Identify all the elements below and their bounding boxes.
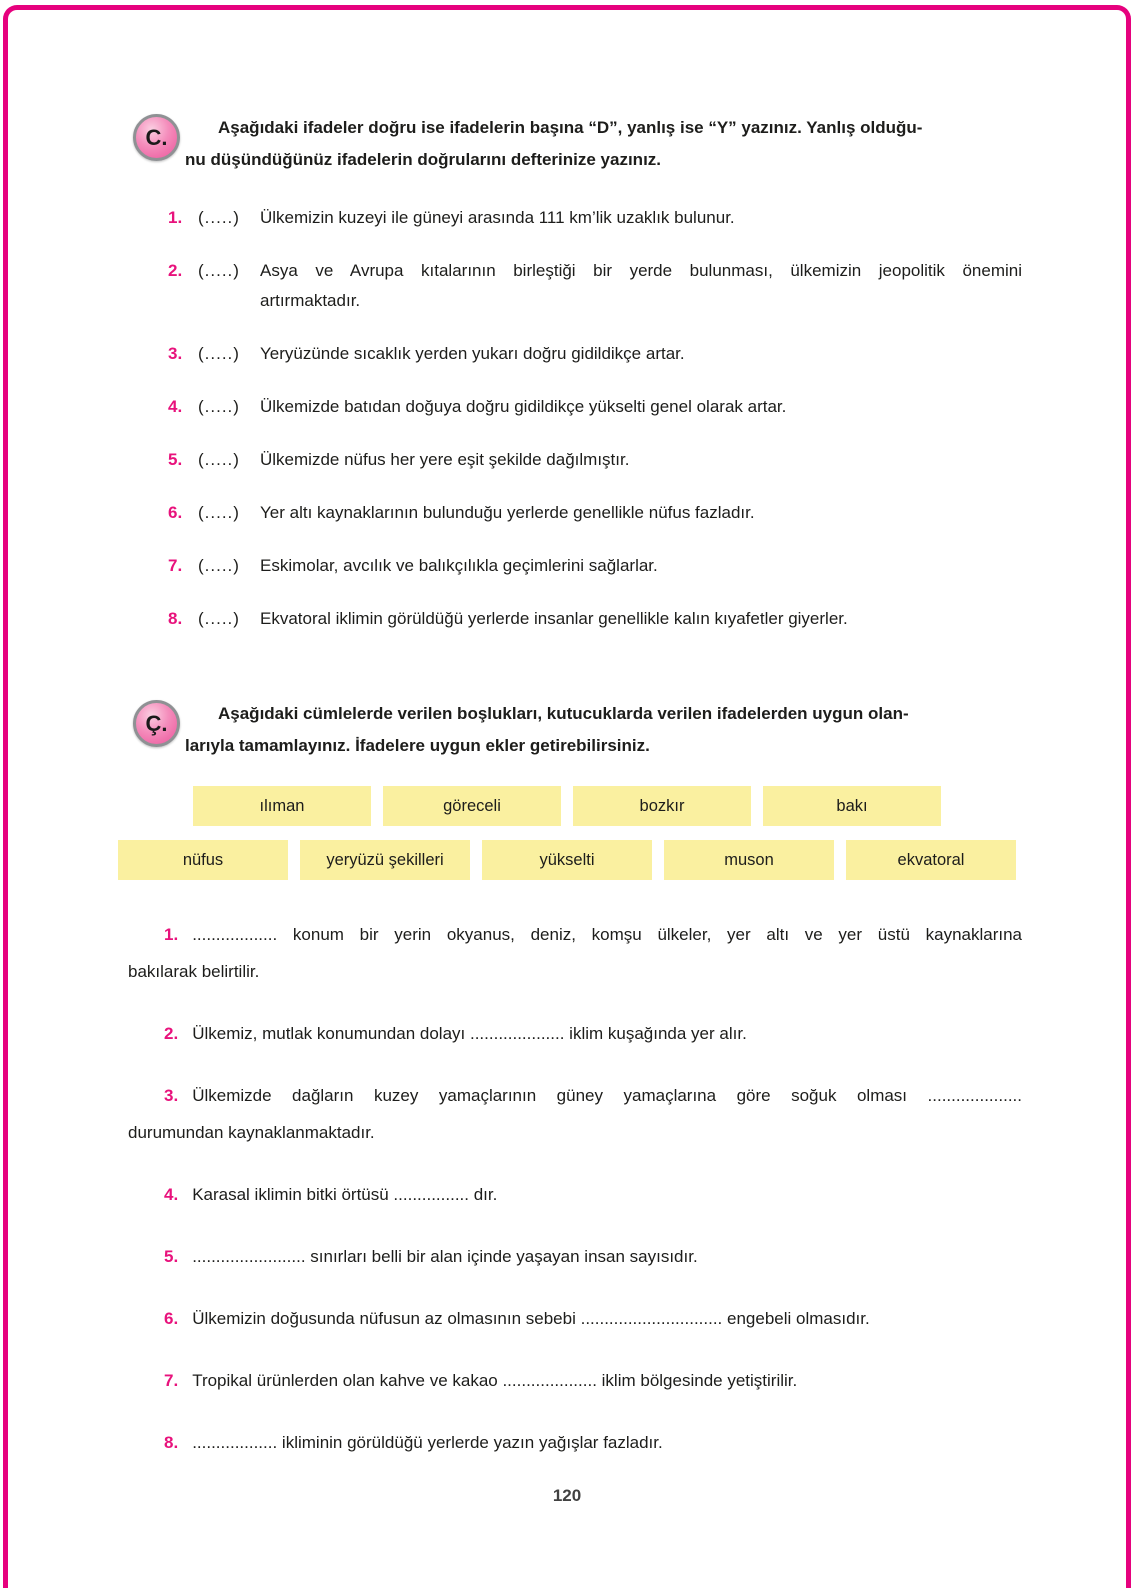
answer-blank: (.....) xyxy=(198,397,240,416)
item-text: ........................ sınırları belli bir alan içinde yaşayan insan sayısıdır. xyxy=(192,1247,698,1266)
item-text: Ülkemiz, mutlak konumundan dolayı .................... iklim kuşağında yer alır. xyxy=(192,1024,747,1043)
instruction-line: larıyla tamamlayınız. İfadelere uygun ekler getirebilirsiniz. xyxy=(185,736,650,755)
item-number: 7. xyxy=(168,556,183,575)
section-cc-instruction xyxy=(185,698,1022,762)
fill-item-8 xyxy=(128,1424,1022,1461)
answer-blank: (.....) xyxy=(198,344,240,363)
item-number: 8. xyxy=(164,1433,179,1452)
item-number: 3. xyxy=(168,344,183,363)
item-text: .................. konum bir yerin okyanus, deniz, komşu ülkeler, yer altı ve yer üstü kaynaklarına xyxy=(192,925,1022,944)
item-text: Tropikal ürünlerden olan kahve ve kakao .................... iklim bölgesinde yetiştirilir. xyxy=(192,1371,798,1390)
tf-item-7 xyxy=(168,551,1022,581)
item-text: Ülkemizin kuzeyi ile güneyi arasında 111 km’lik uzaklık bulunur. xyxy=(260,208,735,227)
tf-item-6 xyxy=(168,498,1022,528)
item-number: 1. xyxy=(168,208,183,227)
item-text: Ülkemizde dağların kuzey yamaçlarının güney yamaçlarına göre soğuk olması .................... xyxy=(192,1086,1022,1105)
tf-item-4 xyxy=(168,392,1022,422)
item-number: 3. xyxy=(164,1086,179,1105)
item-number: 4. xyxy=(164,1185,179,1204)
instruction-line: nu düşündüğünüz ifadelerin doğrularını defterinize yazınız. xyxy=(185,150,662,169)
tf-item-3 xyxy=(168,339,1022,369)
item-number: 1. xyxy=(164,925,179,944)
instruction-line: Aşağıdaki ifadeler doğru ise ifadelerin başına “D”, yanlış ise “Y” yazınız. Yanlış olduğu- xyxy=(218,118,923,137)
word-box-bozkir: bozkır xyxy=(573,786,751,826)
word-box-yukselti: yükselti xyxy=(482,840,652,880)
fill-item-5 xyxy=(128,1238,1022,1275)
answer-blank: (.....) xyxy=(198,261,240,280)
tf-item-2 xyxy=(168,256,1022,316)
item-text: Ülkemizde batıdan doğuya doğru gidildikçe yükselti genel olarak artar. xyxy=(260,397,787,416)
section-c-badge: C. xyxy=(133,114,180,161)
word-bank-row-2 xyxy=(0,840,1134,880)
item-number: 5. xyxy=(168,450,183,469)
item-text: bakılarak belirtilir. xyxy=(128,962,260,981)
item-number: 5. xyxy=(164,1247,179,1266)
fill-item-7 xyxy=(128,1362,1022,1399)
fill-item-6 xyxy=(128,1300,1022,1337)
instruction-line: Aşağıdaki cümlelerde verilen boşlukları, kutucuklarda verilen ifadelerden uygun olan- xyxy=(218,704,909,723)
answer-blank: (.....) xyxy=(198,208,240,227)
word-box-muson: muson xyxy=(664,840,834,880)
item-text: Ülkemizin doğusunda nüfusun az olmasının sebebi .............................. engebeli olmasıdır. xyxy=(192,1309,870,1328)
section-c-instruction xyxy=(185,112,1022,176)
item-text: durumundan kaynaklanmaktadır. xyxy=(128,1123,375,1142)
fill-item-1 xyxy=(128,916,1022,990)
answer-blank: (.....) xyxy=(198,450,240,469)
section-cc-header xyxy=(133,698,1022,762)
answer-blank: (.....) xyxy=(198,609,240,628)
section-cc-badge: Ç. xyxy=(133,700,180,747)
answer-blank: (.....) xyxy=(198,556,240,575)
item-number: 7. xyxy=(164,1371,179,1390)
word-box-nufus: nüfus xyxy=(118,840,288,880)
true-false-list xyxy=(168,203,1022,634)
page-number: 120 xyxy=(552,1486,582,1505)
fill-item-3 xyxy=(128,1077,1022,1151)
word-box-yeryuzu-sekilleri: yeryüzü şekilleri xyxy=(300,840,470,880)
item-text: Yer altı kaynaklarının bulunduğu yerlerde genellikle nüfus fazladır. xyxy=(260,503,755,522)
answer-blank: (.....) xyxy=(198,503,240,522)
item-text: Eskimolar, avcılık ve balıkçılıkla geçimlerini sağlarlar. xyxy=(260,556,658,575)
tf-item-1 xyxy=(168,203,1022,233)
fill-in-blank-list xyxy=(128,916,1022,1461)
word-box-ekvatoral: ekvatoral xyxy=(846,840,1016,880)
item-number: 4. xyxy=(168,397,183,416)
section-c-header xyxy=(133,112,1022,176)
tf-item-5 xyxy=(168,445,1022,475)
item-number: 2. xyxy=(168,261,183,280)
item-number: 6. xyxy=(164,1309,179,1328)
tf-item-8 xyxy=(168,604,1022,634)
item-text: .................. ikliminin görüldüğü yerlerde yazın yağışlar fazladır. xyxy=(192,1433,663,1452)
word-box-iliman: ılıman xyxy=(193,786,371,826)
item-text: Asya ve Avrupa kıtalarının birleştiği bir yerde bulunması, ülkemizin jeopolitik önemini artırmaktadır. xyxy=(260,261,1022,310)
fill-item-4 xyxy=(128,1176,1022,1213)
item-number: 2. xyxy=(164,1024,179,1043)
word-box-baki: bakı xyxy=(763,786,941,826)
item-text: Karasal iklimin bitki örtüsü ................ dır. xyxy=(192,1185,498,1204)
word-box-goreceli: göreceli xyxy=(383,786,561,826)
item-text: Yeryüzünde sıcaklık yerden yukarı doğru gidildikçe artar. xyxy=(260,344,685,363)
item-number: 6. xyxy=(168,503,183,522)
item-number: 8. xyxy=(168,609,183,628)
word-bank-row-1 xyxy=(0,786,1134,826)
item-text: Ülkemizde nüfus her yere eşit şekilde dağılmıştır. xyxy=(260,450,630,469)
fill-item-2 xyxy=(128,1015,1022,1052)
item-text: Ekvatoral iklimin görüldüğü yerlerde insanlar genellikle kalın kıyafetler giyerler. xyxy=(260,609,848,628)
